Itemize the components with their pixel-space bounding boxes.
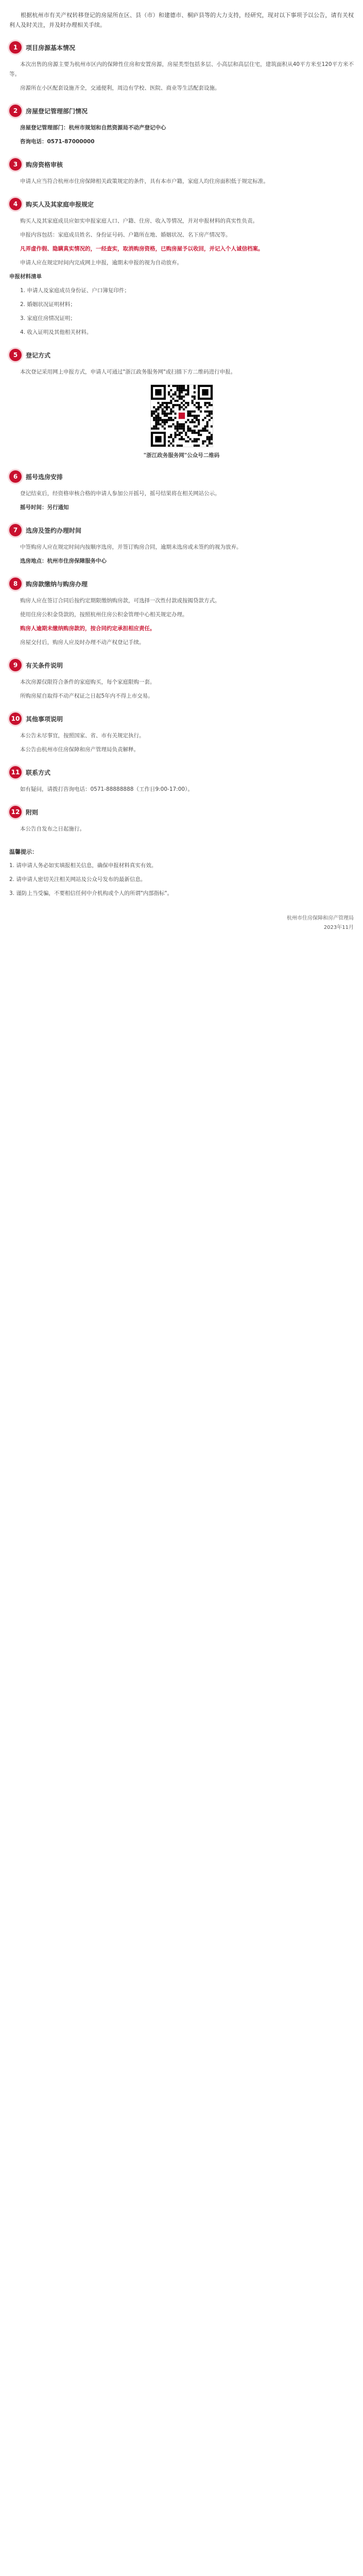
qr-code-image bbox=[150, 384, 213, 447]
sections-part-1 bbox=[9, 41, 354, 377]
section-number-badge: 11 bbox=[9, 766, 22, 778]
section-11 bbox=[9, 766, 354, 794]
section-2 bbox=[9, 105, 354, 147]
section-title: 附则 bbox=[26, 808, 39, 816]
section-paragraph: 摇号时间：另行通知 bbox=[20, 504, 69, 511]
section-number-badge: 12 bbox=[9, 806, 22, 818]
section-paragraph: 本次登记采用网上申报方式，申请人可通过"浙江政务服务网"或扫描下方二维码进行申报。 bbox=[20, 369, 236, 375]
section-8 bbox=[9, 578, 354, 648]
section-title: 其他事项说明 bbox=[26, 715, 63, 723]
section-9 bbox=[9, 659, 354, 701]
section-title: 购买人及其家庭申报规定 bbox=[26, 200, 94, 208]
section-paragraph: 购房人应在签订合同后按约定期限缴纳购房款，可选择一次性付款或按揭贷款方式。 bbox=[20, 598, 220, 604]
section-title: 摇号选房安排 bbox=[26, 473, 63, 481]
notice-list bbox=[9, 861, 354, 899]
section-header bbox=[9, 105, 354, 117]
article-body bbox=[0, 0, 363, 933]
section-title: 有关条件说明 bbox=[26, 662, 63, 669]
section-header bbox=[9, 766, 354, 778]
footer-date: 2023年11月 bbox=[323, 925, 354, 930]
section-paragraph: 咨询电话：0571-87000000 bbox=[20, 139, 95, 145]
section-paragraph: 购买人及其家庭成员应如实申报家庭人口、户籍、住房、收入等情况，并对申报材料的真实性负责。 bbox=[20, 218, 258, 224]
section-12 bbox=[9, 806, 354, 834]
section-paragraph: 本公告自发布之日起施行。 bbox=[20, 826, 85, 832]
section-10 bbox=[9, 713, 354, 755]
section-title: 购房资格审核 bbox=[26, 161, 63, 168]
section-paragraph: 凡弄虚作假、隐瞒真实情况的，一经查实，取消购房资格，已购房屋予以收回，并记入个人诚信档案。 bbox=[20, 246, 264, 252]
section-paragraph: 购房人逾期未缴纳购房款的，按合同约定承担相应责任。 bbox=[20, 625, 155, 632]
section-number-badge: 10 bbox=[9, 713, 22, 725]
section-paragraph: 登记结束后，经资格审核合格的申请人参加公开摇号，摇号结果将在相关网站公示。 bbox=[20, 490, 220, 497]
sections-part-2 bbox=[9, 470, 354, 834]
section-paragraph: 房屋登记管理部门：杭州市规划和自然资源局不动产登记中心 bbox=[20, 125, 166, 131]
section-paragraph: 4. 收入证明及其他相关材料。 bbox=[20, 329, 92, 335]
section-paragraph: 中签购房人应在规定时间内按顺序选房，并签订购房合同，逾期未选房或未签约的视为放弃。 bbox=[20, 544, 242, 550]
section-paragraph: 所购房屋自取得不动产权证之日起5年内不得上市交易。 bbox=[20, 693, 153, 699]
section-title: 选房及签约办理时间 bbox=[26, 527, 82, 534]
section-paragraph: 申报材料清单 bbox=[9, 274, 42, 280]
section-paragraph: 使用住房公积金贷款的，按照杭州住房公积金管理中心相关规定办理。 bbox=[20, 612, 188, 618]
qr-block bbox=[9, 384, 354, 459]
section-header bbox=[9, 198, 354, 210]
section-number-badge: 5 bbox=[9, 349, 22, 361]
section-title: 项目房源基本情况 bbox=[26, 44, 76, 52]
footer-org: 杭州市住房保障和房产管理局 bbox=[287, 916, 354, 921]
section-header bbox=[9, 524, 354, 536]
section-number-badge: 6 bbox=[9, 470, 22, 483]
section-paragraph: 申报内容包括：家庭成员姓名、身份证号码、户籍所在地、婚姻状况、名下房产情况等。 bbox=[20, 232, 231, 238]
section-paragraph: 如有疑问，请拨打咨询电话：0571-88888888（工作日9:00-17:00）。 bbox=[20, 786, 193, 792]
section-6 bbox=[9, 470, 354, 513]
section-paragraph: 申请人应在规定时间内完成网上申报，逾期未申报的视为自动放弃。 bbox=[20, 260, 182, 266]
section-title: 房屋登记管理部门情况 bbox=[26, 107, 88, 115]
section-header bbox=[9, 659, 354, 671]
notice-heading: 温馨提示： bbox=[9, 849, 38, 855]
qr-code-graphic bbox=[151, 385, 213, 447]
section-header bbox=[9, 349, 354, 361]
section-number-badge: 2 bbox=[9, 105, 22, 117]
section-1 bbox=[9, 41, 354, 93]
section-number-badge: 9 bbox=[9, 659, 22, 671]
section-5 bbox=[9, 349, 354, 377]
footer bbox=[9, 914, 354, 933]
section-paragraph: 本公告由杭州市住房保障和房产管理局负责解释。 bbox=[20, 747, 139, 753]
section-3 bbox=[9, 158, 354, 187]
notice-item: 3. 谨防上当受骗，不要相信任何中介机构或个人的所谓"内部指标"。 bbox=[9, 890, 173, 896]
notice-item: 2. 请申请人密切关注相关网站及公众号发布的最新信息。 bbox=[9, 876, 146, 883]
section-paragraph: 本次房源仅限符合条件的家庭购买，每个家庭限购一套。 bbox=[20, 679, 155, 685]
section-number-badge: 1 bbox=[9, 41, 22, 54]
section-4 bbox=[9, 198, 354, 337]
section-paragraph: 申请人应当符合杭州市住房保障相关政策规定的条件，具有本市户籍，家庭人均住房面积低于规定标准。 bbox=[20, 178, 269, 184]
section-header bbox=[9, 713, 354, 725]
notice-item: 1. 请申请人务必如实填报相关信息，确保申报材料真实有效。 bbox=[9, 862, 157, 869]
section-header bbox=[9, 41, 354, 54]
section-paragraph: 选房地点：杭州市住房保障服务中心 bbox=[20, 558, 107, 564]
section-header bbox=[9, 158, 354, 171]
section-number-badge: 8 bbox=[9, 578, 22, 590]
section-paragraph: 2. 婚姻状况证明材料； bbox=[20, 301, 76, 308]
section-paragraph: 本公告未尽事宜，按照国家、省、市有关规定执行。 bbox=[20, 733, 145, 739]
section-title: 登记方式 bbox=[26, 351, 51, 359]
intro-paragraph: 根据杭州市有关产权转移登记的房屋所在区、县（市）和建德市、桐庐县等的大力支持，经研究，现对以下事项予以公告，请有关权利人及时关注，并及时办理相关手续。 bbox=[9, 12, 354, 28]
section-paragraph: 本次出售的房源主要为杭州市区内的保障性住房和安置房源，房屋类型包括多层、小高层和高层住宅，建筑面积从40平方米至120平方米不等。 bbox=[9, 61, 354, 77]
section-paragraph: 3. 家庭住房情况证明； bbox=[20, 315, 76, 321]
section-title: 购房款缴纳与购房办理 bbox=[26, 580, 88, 588]
section-paragraph: 1. 申请人及家庭成员身份证、户口簿复印件； bbox=[20, 287, 130, 294]
section-header bbox=[9, 470, 354, 483]
section-7 bbox=[9, 524, 354, 566]
section-number-badge: 4 bbox=[9, 198, 22, 210]
section-title: 联系方式 bbox=[26, 769, 51, 776]
section-header bbox=[9, 806, 354, 818]
section-paragraph: 房屋交付后，购房人应及时办理不动产权登记手续。 bbox=[20, 639, 145, 646]
section-number-badge: 7 bbox=[9, 524, 22, 536]
section-paragraph: 房源所在小区配套设施齐全，交通便利，周边有学校、医院、商业等生活配套设施。 bbox=[20, 85, 220, 91]
section-number-badge: 3 bbox=[9, 158, 22, 171]
section-header bbox=[9, 578, 354, 590]
qr-caption: "浙江政务服务网"公众号二维码 bbox=[143, 452, 220, 459]
